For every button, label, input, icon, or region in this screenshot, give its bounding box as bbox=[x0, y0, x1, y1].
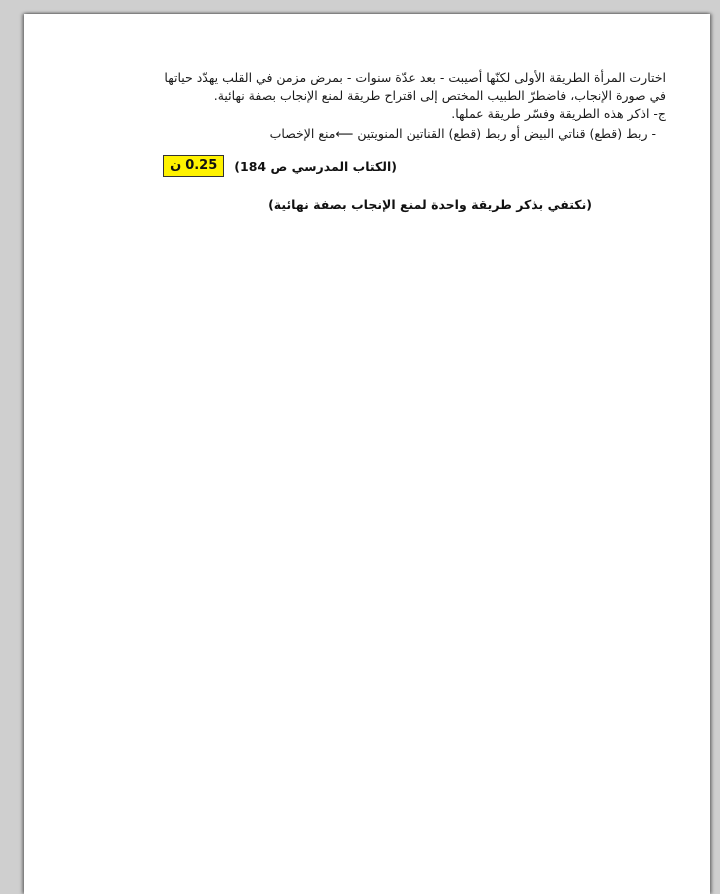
score-value: 0.25 bbox=[185, 158, 218, 173]
reference-row bbox=[163, 155, 397, 177]
answer-text: - ربط (قطع) قناتي البيض أو ربط (قطع) القناتين المنويتين ⟵منع الإخصاب bbox=[269, 126, 656, 141]
score-unit: ن bbox=[170, 158, 182, 173]
document-page bbox=[24, 14, 710, 894]
question-text-line-2: في صورة الإنجاب، فاضطرّ الطبيب المختص إلى اقتراح طريقة لمنع الإنجاب بصفة نهائية. bbox=[213, 88, 666, 103]
score-badge bbox=[163, 155, 224, 177]
question-text-line-1: اختارت المرأة الطريقة الأولى لكنّها أصيبت - بعد عدّة سنوات - بمرض مزمن في القلب يهدّد حياتها bbox=[164, 70, 666, 85]
question-prompt: ج- اذكر هذه الطريقة وفسّر طريقة عملها. bbox=[451, 106, 666, 121]
textbook-reference: (الكتاب المدرسي ص 184) bbox=[234, 158, 397, 174]
document-content bbox=[24, 14, 710, 894]
grading-note: (نكتفي بذكر طريقة واحدة لمنع الإنجاب بصفة نهائية) bbox=[268, 197, 592, 212]
